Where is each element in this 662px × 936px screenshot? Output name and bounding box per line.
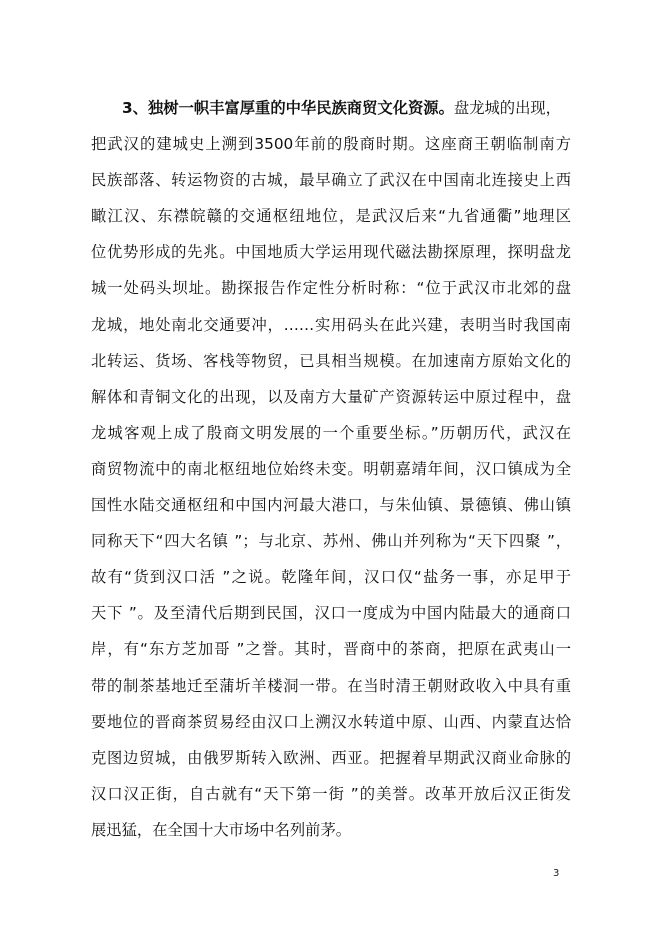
paragraph-line-4: 瞰江汉、东襟皖赣的交通枢纽地位，是武汉后来“九省通衢”地理区 [91,207,571,226]
paragraph-line-3: 民族部落、转运物资的古城，最早确立了武汉在中国南北连接史上西 [91,171,571,190]
paragraph-line-8: 北转运、货场、客栈等物贸，已具相当规模。在加速南方原始文化的 [91,351,571,370]
section-heading: 3、独树一帜丰富厚重的中华民族商贸文化资源。 [122,99,454,117]
body-paragraph [91,90,571,848]
paragraph-line-1 [91,90,571,126]
paragraph-line-13: 同称天下“四大名镇 ”；与北京、苏州、佛山并列称为“天下四聚 ”， [91,532,571,551]
paragraph-line-18: 要地位的晋商茶贸易经由汉口上溯汉水转道中原、山西、内蒙直达恰 [91,712,571,731]
paragraph-line-20: 汉口汉正街，自古就有“天下第一街 ”的美誉。改革开放后汉正街发 [91,784,571,803]
paragraph-line-10: 龙城客观上成了殷商文明发展的一个重要坐标。”历朝历代，武汉在 [91,423,571,442]
paragraph-line-5: 位优势形成的先兆。中国地质大学运用现代磁法勘探原理，探明盘龙 [91,243,571,262]
paragraph-line-21: 展迅猛，在全国十大市场中名列前茅。 [91,820,352,839]
paragraph-line-16: 岸，有“东方芝加哥 ”之誉。其时，晋商中的茶商，把原在武夷山一 [91,640,571,659]
paragraph-line-2: 把武汉的建城史上溯到3500年前的殷商时期。这座商王朝临制南方 [91,135,571,154]
page-number: 3 [553,868,560,879]
paragraph-line-17: 带的制茶基地迁至蒲圻羊楼洞一带。在当时清王朝财政收入中具有重 [91,676,571,695]
paragraph-line-12: 国性水陆交通枢纽和中国内河最大港口，与朱仙镇、景德镇、佛山镇 [91,496,571,515]
paragraph-line-19: 克图边贸城，由俄罗斯转入欧洲、西亚。把握着早期武汉商业命脉的 [91,748,571,767]
paragraph-line-9: 解体和青铜文化的出现，以及南方大量矿产资源转运中原过程中，盘 [91,387,571,406]
paragraph-line-15: 天下 ”。及至清代后期到民国，汉口一度成为中国内陆最大的通商口 [91,604,571,623]
paragraph-line-7: 龙城，地处南北交通要冲，……实用码头在此兴建，表明当时我国南 [91,315,571,334]
paragraph-line-14: 故有“货到汉口活 ”之说。乾隆年间，汉口仅“盐务一事，亦足甲于 [91,568,571,587]
paragraph-line-1-text: 盘龙城的出现， [453,99,561,117]
paragraph-line-11: 商贸物流中的南北枢纽地位始终未变。明朝嘉靖年间，汉口镇成为全 [91,459,571,478]
paragraph-line-6: 城一处码头坝址。勘探报告作定性分析时称：“位于武汉市北郊的盘 [91,279,571,298]
